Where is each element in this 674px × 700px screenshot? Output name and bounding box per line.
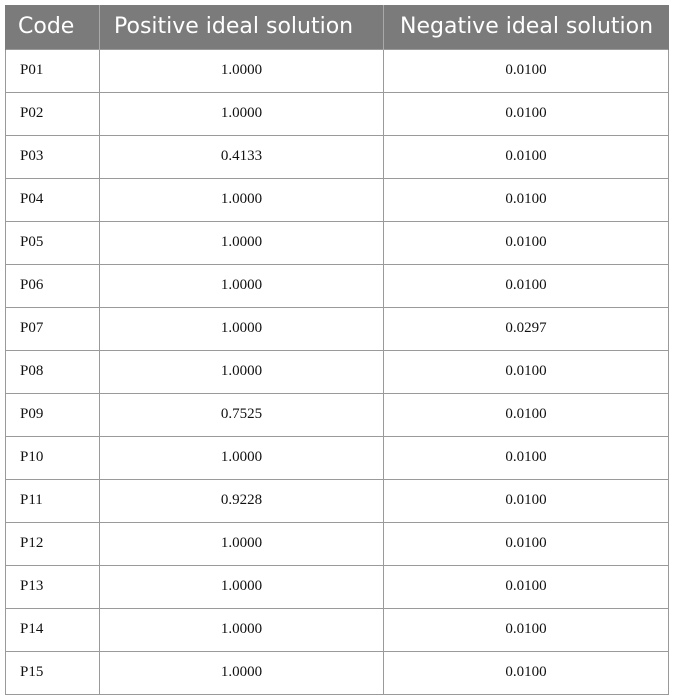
negative-ideal-cell: 0.0297 xyxy=(384,307,669,350)
table-row xyxy=(6,522,669,565)
table-row xyxy=(6,479,669,522)
code-cell: P07 xyxy=(6,307,100,350)
code-cell: P06 xyxy=(6,264,100,307)
negative-ideal-cell: 0.0100 xyxy=(384,565,669,608)
negative-ideal-cell: 0.0100 xyxy=(384,350,669,393)
data-table-container xyxy=(5,5,668,695)
code-cell: P05 xyxy=(6,221,100,264)
positive-ideal-cell: 0.7525 xyxy=(100,393,384,436)
negative-ideal-cell: 0.0100 xyxy=(384,221,669,264)
table-row xyxy=(6,565,669,608)
positive-ideal-cell: 1.0000 xyxy=(100,264,384,307)
positive-ideal-cell: 0.4133 xyxy=(100,135,384,178)
code-cell: P03 xyxy=(6,135,100,178)
positive-ideal-cell: 1.0000 xyxy=(100,608,384,651)
table-row xyxy=(6,350,669,393)
code-cell: P12 xyxy=(6,522,100,565)
code-cell: P01 xyxy=(6,49,100,92)
code-cell: P14 xyxy=(6,608,100,651)
negative-ideal-cell: 0.0100 xyxy=(384,264,669,307)
positive-ideal-cell: 1.0000 xyxy=(100,651,384,694)
table-body xyxy=(6,49,669,694)
positive-ideal-cell: 1.0000 xyxy=(100,350,384,393)
negative-ideal-cell: 0.0100 xyxy=(384,608,669,651)
header-code: Code xyxy=(6,5,100,49)
table-row xyxy=(6,393,669,436)
header-negative-ideal-solution: Negative ideal solution xyxy=(384,5,669,49)
table-row xyxy=(6,49,669,92)
code-cell: P09 xyxy=(6,393,100,436)
table-row xyxy=(6,221,669,264)
code-cell: P13 xyxy=(6,565,100,608)
negative-ideal-cell: 0.0100 xyxy=(384,178,669,221)
negative-ideal-cell: 0.0100 xyxy=(384,135,669,178)
positive-ideal-cell: 1.0000 xyxy=(100,565,384,608)
positive-ideal-cell: 1.0000 xyxy=(100,92,384,135)
positive-ideal-cell: 1.0000 xyxy=(100,522,384,565)
positive-ideal-cell: 1.0000 xyxy=(100,49,384,92)
positive-ideal-cell: 1.0000 xyxy=(100,221,384,264)
code-cell: P02 xyxy=(6,92,100,135)
table-row xyxy=(6,92,669,135)
header-positive-ideal-solution: Positive ideal solution xyxy=(100,5,384,49)
table-row xyxy=(6,307,669,350)
positive-ideal-cell: 1.0000 xyxy=(100,307,384,350)
negative-ideal-cell: 0.0100 xyxy=(384,522,669,565)
positive-ideal-cell: 0.9228 xyxy=(100,479,384,522)
negative-ideal-cell: 0.0100 xyxy=(384,49,669,92)
negative-ideal-cell: 0.0100 xyxy=(384,393,669,436)
table-row xyxy=(6,436,669,479)
table-row xyxy=(6,178,669,221)
table-row xyxy=(6,264,669,307)
table-header xyxy=(6,5,669,49)
negative-ideal-cell: 0.0100 xyxy=(384,479,669,522)
negative-ideal-cell: 0.0100 xyxy=(384,651,669,694)
code-cell: P11 xyxy=(6,479,100,522)
negative-ideal-cell: 0.0100 xyxy=(384,436,669,479)
table-row xyxy=(6,651,669,694)
positive-ideal-cell: 1.0000 xyxy=(100,436,384,479)
ideal-solution-table xyxy=(5,5,669,695)
table-row xyxy=(6,608,669,651)
header-row xyxy=(6,5,669,49)
positive-ideal-cell: 1.0000 xyxy=(100,178,384,221)
code-cell: P04 xyxy=(6,178,100,221)
table-row xyxy=(6,135,669,178)
code-cell: P08 xyxy=(6,350,100,393)
negative-ideal-cell: 0.0100 xyxy=(384,92,669,135)
code-cell: P10 xyxy=(6,436,100,479)
code-cell: P15 xyxy=(6,651,100,694)
